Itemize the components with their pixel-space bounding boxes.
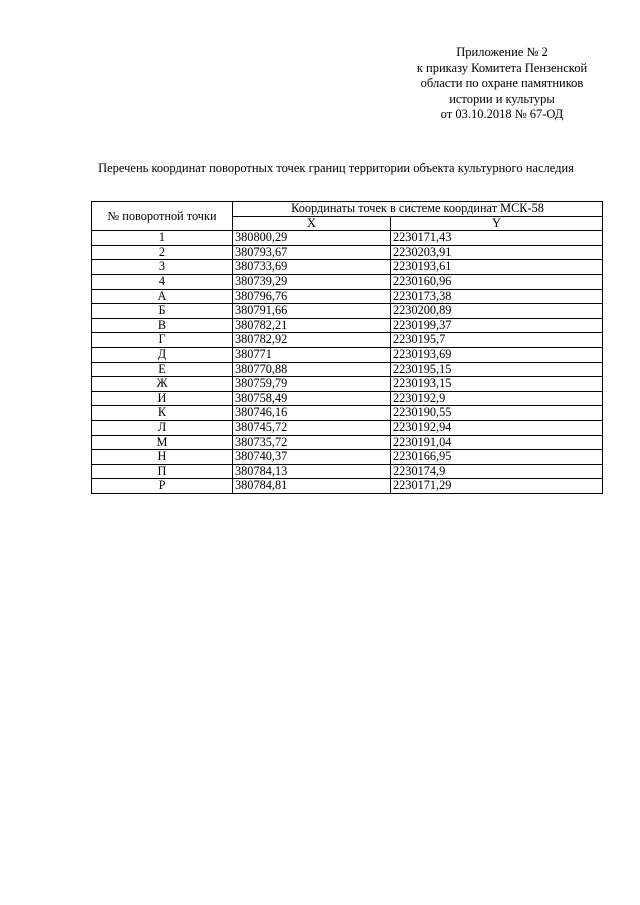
point-cell: А (92, 289, 233, 304)
y-cell: 2230192,9 (391, 391, 603, 406)
y-cell: 2230203,91 (391, 245, 603, 260)
table-row (92, 274, 603, 289)
document-title (0, 161, 640, 176)
point-cell: 4 (92, 274, 233, 289)
y-cell: 2230193,61 (391, 260, 603, 275)
coordinates-table (91, 201, 603, 494)
point-cell: Ж (92, 377, 233, 392)
table-row (92, 450, 603, 465)
x-cell: 380796,76 (233, 289, 391, 304)
x-cell: 380746,16 (233, 406, 391, 421)
appendix-line: к приказу Комитета Пензенской (416, 60, 588, 75)
x-cell: 380770,88 (233, 362, 391, 377)
point-cell: 3 (92, 260, 233, 275)
x-cell: 380759,79 (233, 377, 391, 392)
point-cell: И (92, 391, 233, 406)
appendix-line: области по охране памятников (420, 76, 584, 90)
point-cell: Г (92, 333, 233, 348)
x-cell: 380771 (233, 347, 391, 362)
y-cell: 2230195,7 (391, 333, 603, 348)
table-row (92, 391, 603, 406)
point-cell: 2 (92, 245, 233, 260)
document-title-text: Перечень координат поворотных точек границ территории объекта культурного наследия (98, 161, 574, 175)
table-row (92, 464, 603, 479)
y-cell: 2230190,55 (391, 406, 603, 421)
y-cell: 2230199,37 (391, 318, 603, 333)
table-row (92, 420, 603, 435)
table-row (92, 347, 603, 362)
y-cell: 2230193,15 (391, 377, 603, 392)
x-cell: 380782,92 (233, 333, 391, 348)
point-cell: Р (92, 479, 233, 494)
appendix-line: истории и культуры (449, 91, 555, 106)
y-cell: 2230174,9 (391, 464, 603, 479)
x-cell: 380784,13 (233, 464, 391, 479)
y-cell: 2230193,69 (391, 347, 603, 362)
point-cell: В (92, 318, 233, 333)
point-cell: Л (92, 420, 233, 435)
x-cell: 380745,72 (233, 420, 391, 435)
coordinates-table-body (92, 231, 603, 494)
point-cell: Д (92, 347, 233, 362)
x-cell: 380758,49 (233, 391, 391, 406)
appendix-line: Приложение № 2 (456, 45, 548, 59)
x-cell: 380791,66 (233, 304, 391, 319)
y-cell: 2230166,95 (391, 450, 603, 465)
x-column-header: X (233, 216, 391, 231)
table-row (92, 304, 603, 319)
x-cell: 380733,69 (233, 260, 391, 275)
table-row (92, 333, 603, 348)
y-cell: 2230191,04 (391, 435, 603, 450)
point-cell: Б (92, 304, 233, 319)
point-column-header: № поворотной точки (92, 202, 233, 231)
coordinates-group-header: Координаты точек в системе координат МСК-58 (233, 202, 603, 217)
point-cell: П (92, 464, 233, 479)
y-cell: 2230192,94 (391, 420, 603, 435)
table-row (92, 245, 603, 260)
appendix-header (404, 45, 600, 123)
y-cell: 2230171,29 (391, 479, 603, 494)
point-cell: Н (92, 450, 233, 465)
table-row (92, 362, 603, 377)
table-row (92, 377, 603, 392)
x-cell: 380800,29 (233, 231, 391, 246)
y-cell: 2230200,89 (391, 304, 603, 319)
point-cell: К (92, 406, 233, 421)
table-row (92, 318, 603, 333)
point-cell: М (92, 435, 233, 450)
x-cell: 380784,81 (233, 479, 391, 494)
appendix-line: от 03.10.2018 № 67-ОД (440, 107, 564, 121)
x-cell: 380739,29 (233, 274, 391, 289)
table-row (92, 260, 603, 275)
x-cell: 380793,67 (233, 245, 391, 260)
table-row (92, 435, 603, 450)
y-cell: 2230195,15 (391, 362, 603, 377)
table-row (92, 289, 603, 304)
y-cell: 2230173,38 (391, 289, 603, 304)
point-cell: 1 (92, 231, 233, 246)
point-cell: Е (92, 362, 233, 377)
table-row (92, 406, 603, 421)
x-cell: 380740,37 (233, 450, 391, 465)
y-cell: 2230160,96 (391, 274, 603, 289)
table-row (92, 479, 603, 494)
table-row (92, 231, 603, 246)
y-column-header: Y (391, 216, 603, 231)
x-cell: 380782,21 (233, 318, 391, 333)
x-cell: 380735,72 (233, 435, 391, 450)
y-cell: 2230171,43 (391, 231, 603, 246)
